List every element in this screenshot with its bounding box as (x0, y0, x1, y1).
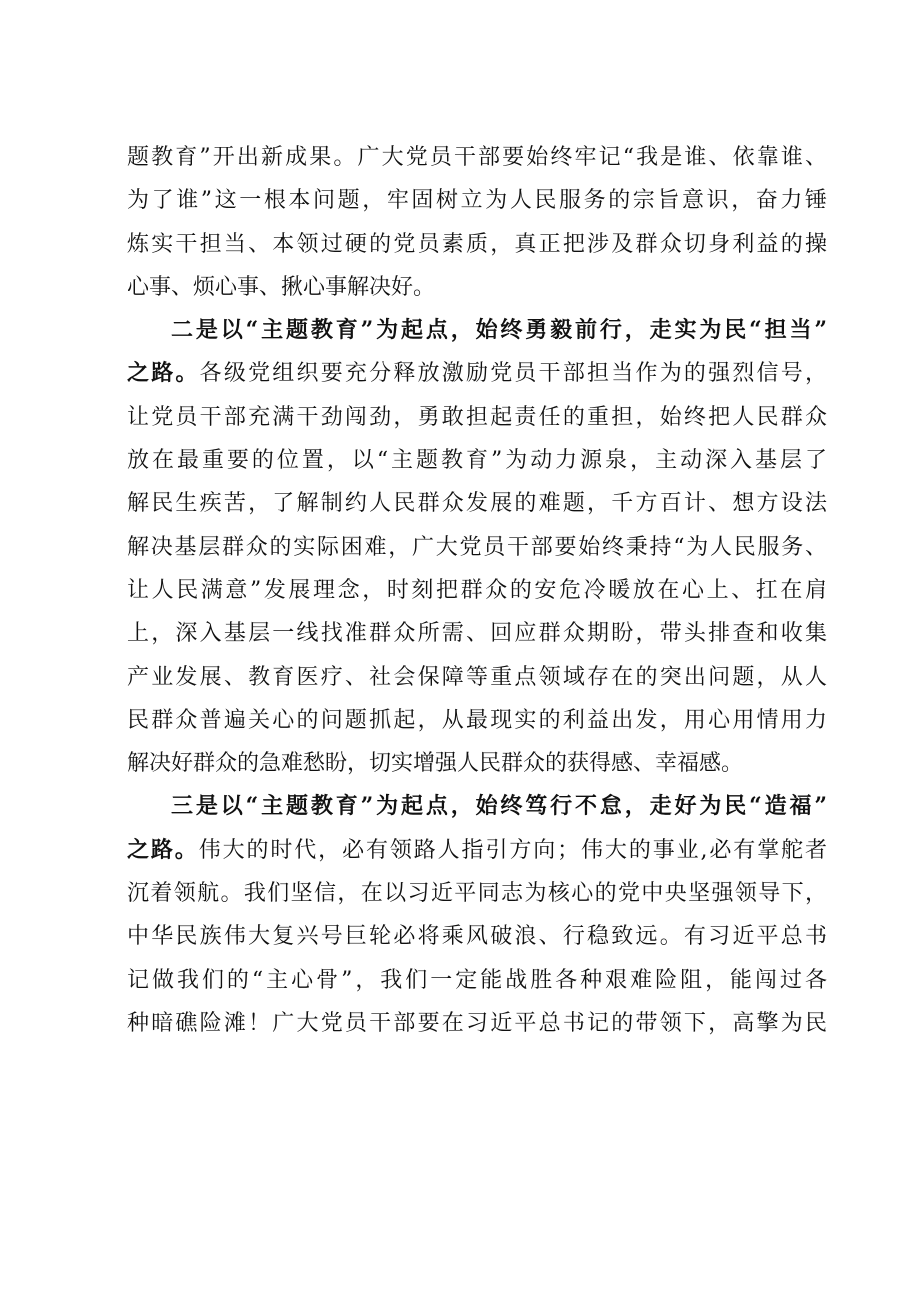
text-line: 题教育”开出新成果。广大党员干部要始终牢记“我是谁、依靠谁、 (127, 145, 827, 170)
text-span: 伟大的时代，必有领路人指引方向；伟大的事业,必有掌舵者 (198, 837, 827, 863)
paragraph-2-heading: 二是以“主题教育”为起点，始终勇毅前行，走实为民“担当” (171, 317, 827, 344)
paragraph-2-heading-end: 之路。 (127, 360, 200, 387)
document-page (127, 136, 827, 1045)
text-line: 产业发展、教育医疗、社会保障等重点领域存在的突出问题，从人 (127, 664, 827, 690)
text-line: 民群众普遍关心的问题抓起，从最现实的利益出发，用心用情用力 (127, 707, 827, 733)
text-line: 种暗礁险滩！广大党员干部要在习近平总书记的带领下，高擎为民 (127, 1010, 827, 1036)
text-line: 记做我们的“主心骨”，我们一定能战胜各种艰难险阻，能闯过各 (127, 967, 827, 993)
text-line: 心事、烦心事、揪心事解决好。 (127, 274, 436, 300)
paragraph-3 (127, 785, 827, 1045)
text-line (127, 352, 827, 395)
text-span: 各级党组织要充分释放激励党员干部担当作为的强烈信号， (199, 361, 827, 387)
text-line: 炼实干担当、本领过硬的党员素质，真正把涉及群众切身利益的操 (127, 231, 827, 257)
text-line: 解决好群众的急难愁盼，切实增强人民群众的获得感、幸福感。 (127, 751, 744, 777)
text-line (127, 829, 827, 872)
paragraph-2 (127, 309, 827, 785)
paragraph-1 (127, 136, 827, 309)
text-line: 让人民满意”发展理念，时刻把群众的安危冷暖放在心上、扛在肩 (127, 577, 827, 603)
text-line: 让党员干部充满干劲闯劲，勇敢担起责任的重担，始终把人民群众 (127, 404, 827, 430)
text-line: 上，深入基层一线找准群众所需、回应群众期盼，带头排查和收集 (127, 621, 827, 647)
text-line: 中华民族伟大复兴号巨轮必将乘风破浪、行稳致远。有习近平总书 (127, 924, 827, 950)
text-line: 沉着领航。我们坚信，在以习近平同志为核心的党中央坚强领导下， (127, 881, 827, 907)
text-line: 解民生疾苦，了解制约人民群众发展的难题，千方百计、想方设法 (127, 491, 827, 517)
text-line: 为了谁”这一根本问题，牢固树立为人民服务的宗旨意识，奋力锤 (127, 188, 827, 214)
text-line: 放在最重要的位置，以“主题教育”为动力源泉，主动深入基层了 (127, 448, 827, 474)
text-line: 解决基层群众的实际困难，广大党员干部要始终秉持“为人民服务、 (127, 534, 827, 560)
paragraph-3-heading-end: 之路。 (127, 836, 199, 863)
paragraph-3-heading: 三是以“主题教育”为起点，始终笃行不怠，走好为民“造福” (171, 793, 827, 820)
